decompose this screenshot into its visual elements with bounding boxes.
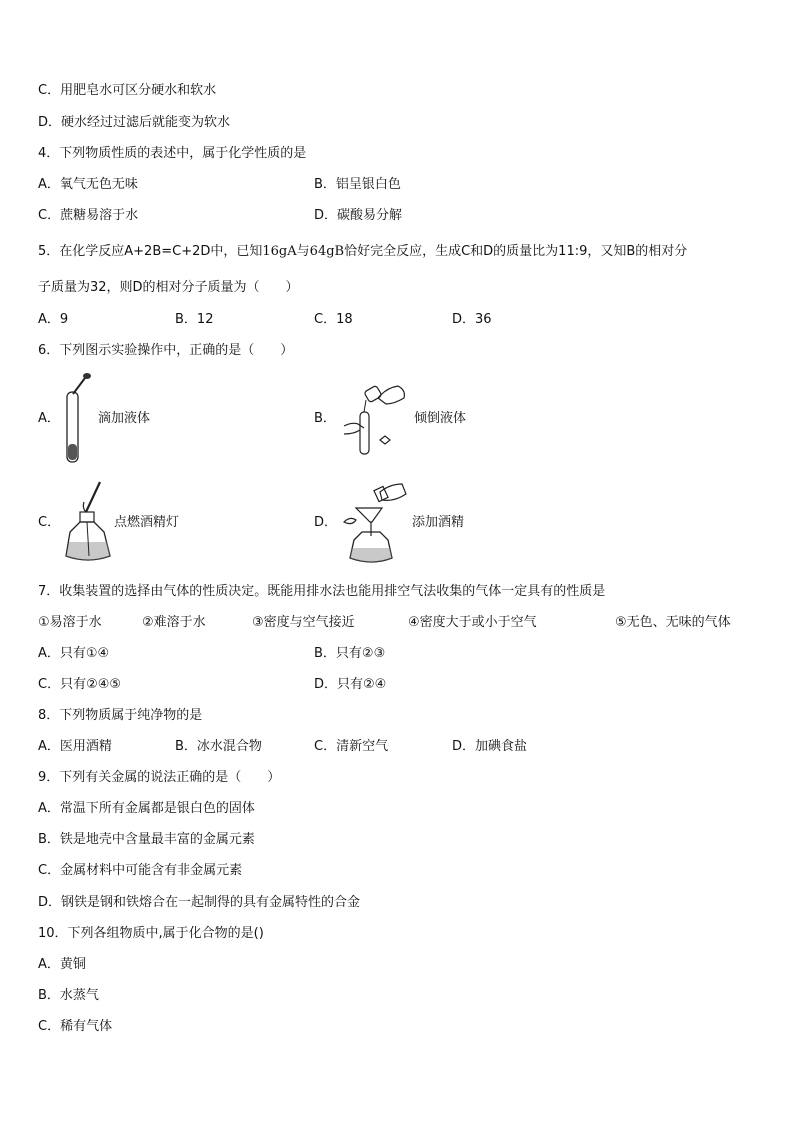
q5-stem-line2: 子质量为32，则D的相对分子质量为（ ） [38, 280, 299, 295]
q10-stem: 10．下列各组物质中,属于化合物的是() [38, 926, 264, 941]
q6-option-a-label: 滴加液体 [98, 411, 151, 426]
q6-option-b-letter: B． [314, 411, 336, 426]
q6-option-d-letter: D． [314, 515, 338, 530]
q10-option-c: C．稀有气体 [38, 1019, 113, 1034]
q6-option-b-label: 倾倒液体 [414, 411, 467, 426]
adding-alcohol-figure [336, 478, 410, 566]
q4-option-b: B．铝呈银白色 [314, 177, 401, 192]
lighting-alcohol-lamp-figure [60, 480, 116, 566]
q8-option-c: C．清新空气 [314, 739, 389, 754]
q6-option-a-letter: A． [38, 411, 60, 426]
q4-stem: 4．下列物质性质的表述中，属于化学性质的是 [38, 146, 307, 161]
q4-option-d: D．碳酸易分解 [314, 208, 403, 223]
q7-property-5: ⑤无色、无味的气体 [615, 615, 731, 630]
q7-option-c: C．只有②④⑤ [38, 677, 122, 692]
q9-option-a: A．常温下所有金属都是银白色的固体 [38, 801, 255, 816]
q10-option-a: A．黄铜 [38, 957, 86, 972]
q8-stem: 8．下列物质属于纯净物的是 [38, 708, 203, 723]
q7-property-4: ④密度大于或小于空气 [408, 615, 537, 630]
q5-stem-part2: 恰好完全反应，生成C和D的质量比为11:9，又知B的相对分 [344, 244, 688, 259]
q5-option-a: A．9 [38, 312, 69, 327]
q3-option-d: D．硬水经过过滤后就能变为软水 [38, 115, 231, 130]
q5-stem-line1 [38, 243, 687, 261]
q5-stem-mid: 与 [296, 244, 310, 259]
q6-option-c-letter: C． [38, 515, 61, 530]
q8-option-a: A．医用酒精 [38, 739, 112, 754]
q8-option-d: D．加碘食盐 [452, 739, 528, 754]
q5-option-c: C．18 [314, 312, 353, 327]
q4-option-a: A．氧气无色无味 [38, 177, 138, 192]
q7-property-1: ①易溶于水 [38, 615, 102, 630]
q9-option-c: C．金属材料中可能含有非金属元素 [38, 863, 243, 878]
q6-option-c-label: 点燃酒精灯 [114, 515, 180, 530]
q5-stem-part1: 5．在化学反应A+2B=C+2D中，已知 [38, 244, 263, 259]
q7-property-2: ②难溶于水 [142, 615, 206, 630]
q7-option-d: D．只有②④ [314, 677, 387, 692]
q5-option-b: B．12 [175, 312, 214, 327]
q6-stem: 6．下列图示实验操作中，正确的是（ ） [38, 343, 294, 358]
q5-mass-a: 16gA [262, 244, 297, 259]
q7-option-a: A．只有①④ [38, 646, 110, 661]
q7-stem: 7．收集装置的选择由气体的性质决定。既能用排水法也能用排空气法收集的气体一定具有的性质是 [38, 584, 606, 599]
q9-stem: 9．下列有关金属的说法正确的是（ ） [38, 770, 281, 785]
q7-option-b: B．只有②③ [314, 646, 386, 661]
pouring-liquid-figure [338, 378, 410, 460]
q7-property-3: ③密度与空气接近 [252, 615, 355, 630]
q9-option-b: B．铁是地壳中含量最丰富的金属元素 [38, 832, 255, 847]
q9-option-d: D．钢铁是钢和铁熔合在一起制得的具有金属特性的合金 [38, 895, 361, 910]
q8-option-b: B．冰水混合物 [175, 739, 262, 754]
q3-option-c: C．用肥皂水可区分硬水和软水 [38, 83, 217, 98]
q4-option-c: C．蔗糖易溶于水 [38, 208, 139, 223]
q6-option-d-label: 添加酒精 [412, 515, 465, 530]
q5-mass-b: 64gB [309, 244, 345, 259]
dropper-test-tube-figure [62, 372, 92, 464]
q10-option-b: B．水蒸气 [38, 988, 99, 1003]
q5-option-d: D．36 [452, 312, 492, 327]
